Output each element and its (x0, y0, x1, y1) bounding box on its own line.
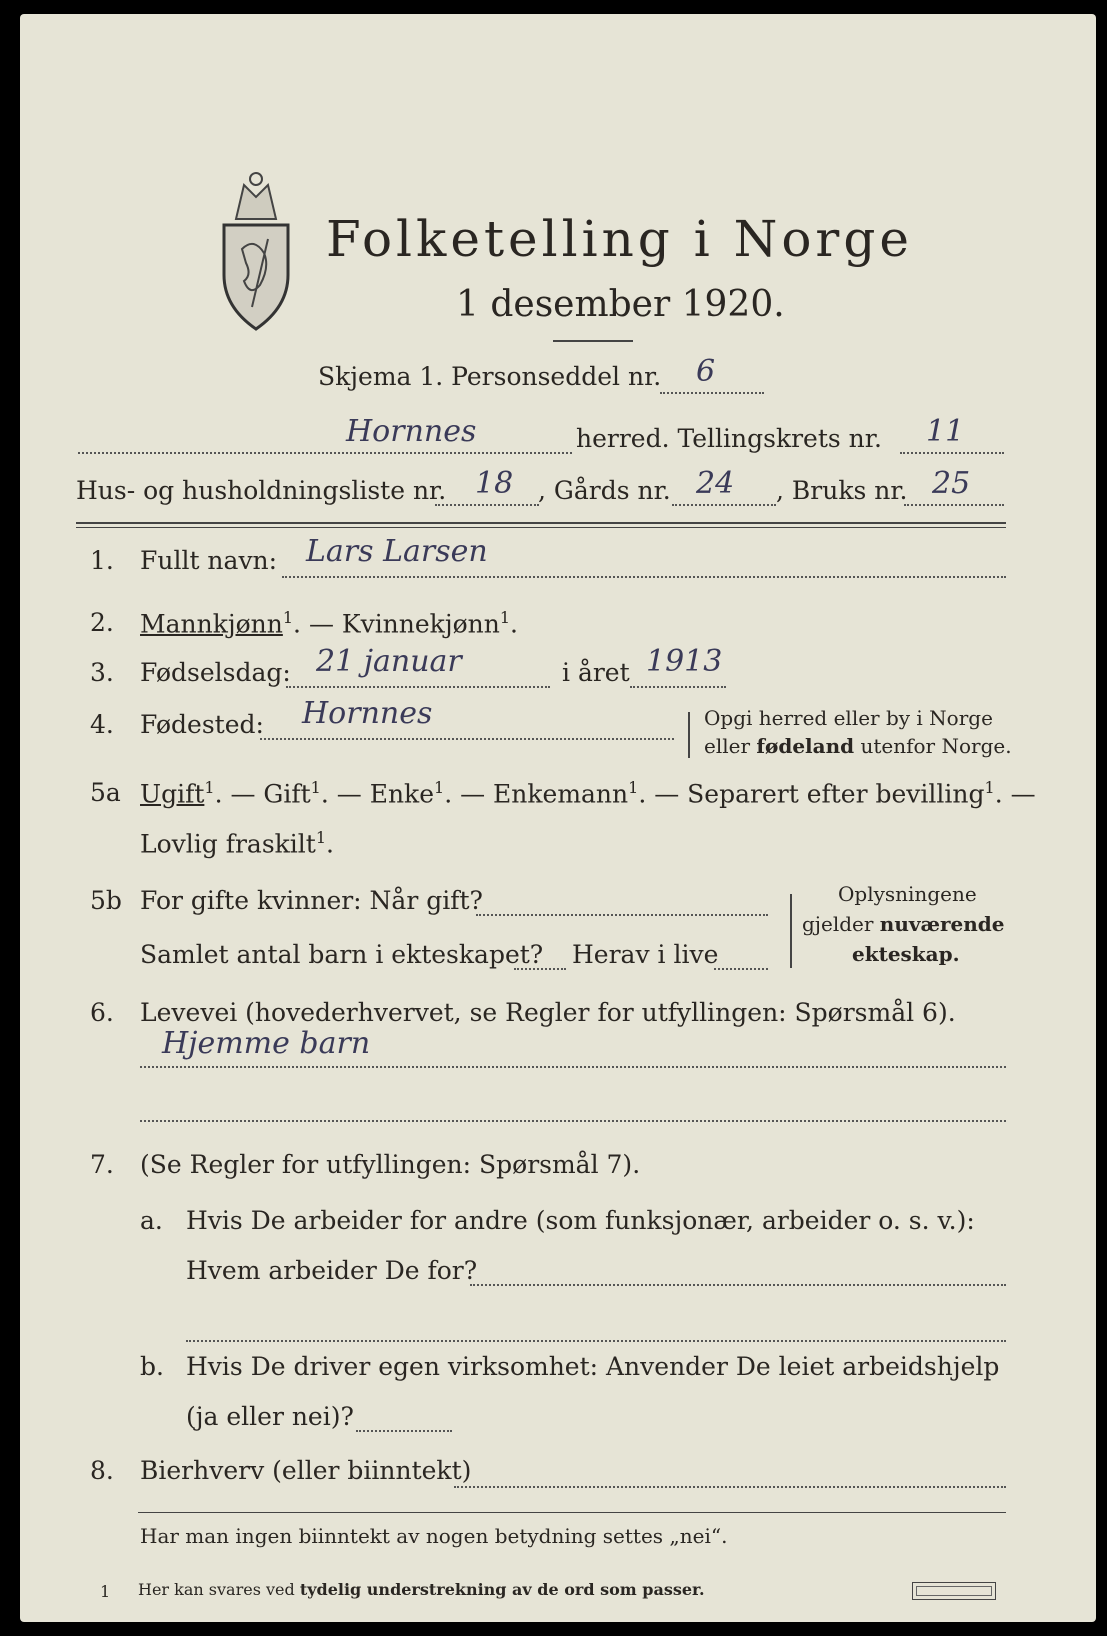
printer-stamp (912, 1582, 996, 1600)
status-separert[interactable]: Separert efter bevilling (687, 779, 985, 809)
status-ugift[interactable]: Ugift (140, 779, 205, 809)
q5a-marital-options: Ugift$^1$. — Gift$^1$. — Enke$^1$. — Enkemann$^1$. — Separert efter bevilling$^1$. — (140, 778, 1036, 809)
household-list-label: Hus- og husholdningsliste nr. (76, 476, 447, 505)
personseddel-number[interactable]: 6 (696, 354, 716, 389)
status-fraskilt[interactable]: Lovlig fraskilt (140, 829, 316, 859)
tellingskrets-number[interactable]: 11 (926, 414, 965, 449)
status-gift[interactable]: Gift (263, 779, 311, 809)
census-form: Folketelling i Norge 1 desember 1920. Skjema 1. Personseddel nr. 6 Hornnes herred. Tellingskrets nr. 11 Hus- og husholdningsliste nr. 18 , Gårds nr. 24 , Bruks nr. 25 1. Fullt navn: Lars Larsen 2. Mannkjønn$^1$. — Kvinnekjønn$^1$. 3. Fødselsdag: 21 januar i året 1913 4. Fødested: Hornnes Opgi herred eller by i Norge eller fødeland utenfor Norge. 5a Ugift$^1$. — Gift$^1$. — Enke$^1$. — Enkemann$^1$. — Separert efter bevilling$^1$. — Lovlig fraskilt$^1$. 5b For gifte kvinner: Når gift? Samlet antal barn i ekteskapet? Herav i live Oplysningene gjelder nuværende ekteskap. 6. Levevei (hovederhvervet, se Regler for utfyllingen: Spørsmål 6). Hjemme barn 7. (Se Regler for utfyllingen: Spørsmål 7). a. Hvis De arbeider for andre (som funksjonær, arbeider o. s. v.): Hvem arbeider De for? b. Hvis De driver egen virksomhet: Anvender De leiet arbeidshjelp (ja eller nei)? 8. Bierhverv (eller biinntekt) Har man ingen biinntekt av nogen betydning settes „nei“. 1 Her kan svares ved tydelig understrekning av de ord som passer. (20, 14, 1096, 1622)
q7-label: (Se Regler for utfyllingen: Spørsmål 7). (140, 1150, 641, 1179)
q8-note: Har man ingen biinntekt av nogen betydning settes „nei“. (140, 1524, 728, 1548)
footnote-marker: 1 (100, 1582, 111, 1601)
q6-label: Levevei (hovederhvervet, se Regler for utfyllingen: Spørsmål 6). (140, 998, 956, 1027)
q1-label: Fullt navn: (140, 546, 278, 575)
norway-coat-of-arms-icon (206, 157, 306, 332)
q8-label: Bierhverv (eller biinntekt) (140, 1456, 472, 1485)
birth-year-value[interactable]: 1913 (646, 644, 723, 679)
q4-label: Fødested: (140, 710, 264, 739)
q5b-note-1: Oplysningene (838, 882, 977, 906)
q2-sex-options: Mannkjønn$^1$. — Kvinnekjønn$^1$. (140, 608, 518, 639)
q5b-note-3: ekteskap. (852, 942, 960, 966)
q3-label: Fødselsdag: (140, 658, 291, 687)
herred-name[interactable]: Hornnes (346, 414, 477, 449)
status-enkemann[interactable]: Enkemann (493, 779, 629, 809)
q5b-label-2: Samlet antal barn i ekteskapet? (140, 940, 544, 969)
q4-note-2: eller fødeland utenfor Norge. (704, 734, 1012, 758)
header-rule (76, 522, 1006, 524)
title-divider (553, 340, 633, 342)
household-list-number[interactable]: 18 (475, 466, 514, 501)
sex-male-option[interactable]: Mannkjønn (140, 609, 283, 639)
gards-label: , Gårds nr. (538, 476, 671, 505)
q7a-text: Hvis De arbeider for andre (som funksjonær, arbeider o. s. v.): (186, 1206, 975, 1235)
birthplace-value[interactable]: Hornnes (302, 696, 433, 731)
q7b-question: (ja eller nei)? (186, 1402, 354, 1431)
q7a-question: Hvem arbeider De for? (186, 1256, 478, 1285)
q7b-text: Hvis De driver egen virksomhet: Anvender De leiet arbeidshjelp (186, 1352, 1000, 1381)
full-name-value[interactable]: Lars Larsen (306, 534, 488, 569)
q5b-note-2: gjelder nuværende (802, 912, 1005, 936)
q5b-label-3: Herav i live (572, 940, 719, 969)
bruks-label: , Bruks nr. (776, 476, 908, 505)
birthday-value[interactable]: 21 januar (316, 644, 462, 679)
q5b-label-1: For gifte kvinner: Når gift? (140, 886, 483, 915)
form-title: Folketelling i Norge (326, 210, 913, 268)
schema-label: Skjema 1. Personseddel nr. (318, 362, 662, 391)
sex-female-option[interactable]: Kvinnekjønn (341, 609, 500, 639)
year-label: i året (562, 658, 630, 687)
footnote-text: Her kan svares ved tydelig understrekning av de ord som passer. (138, 1580, 705, 1599)
q4-note-1: Opgi herred eller by i Norge (704, 706, 993, 730)
bruks-number[interactable]: 25 (932, 466, 971, 501)
census-date: 1 desember 1920. (456, 284, 785, 325)
status-enke[interactable]: Enke (369, 779, 434, 809)
occupation-value[interactable]: Hjemme barn (162, 1026, 371, 1061)
herred-label: herred. Tellingskrets nr. (576, 424, 882, 453)
gards-number[interactable]: 24 (696, 466, 735, 501)
